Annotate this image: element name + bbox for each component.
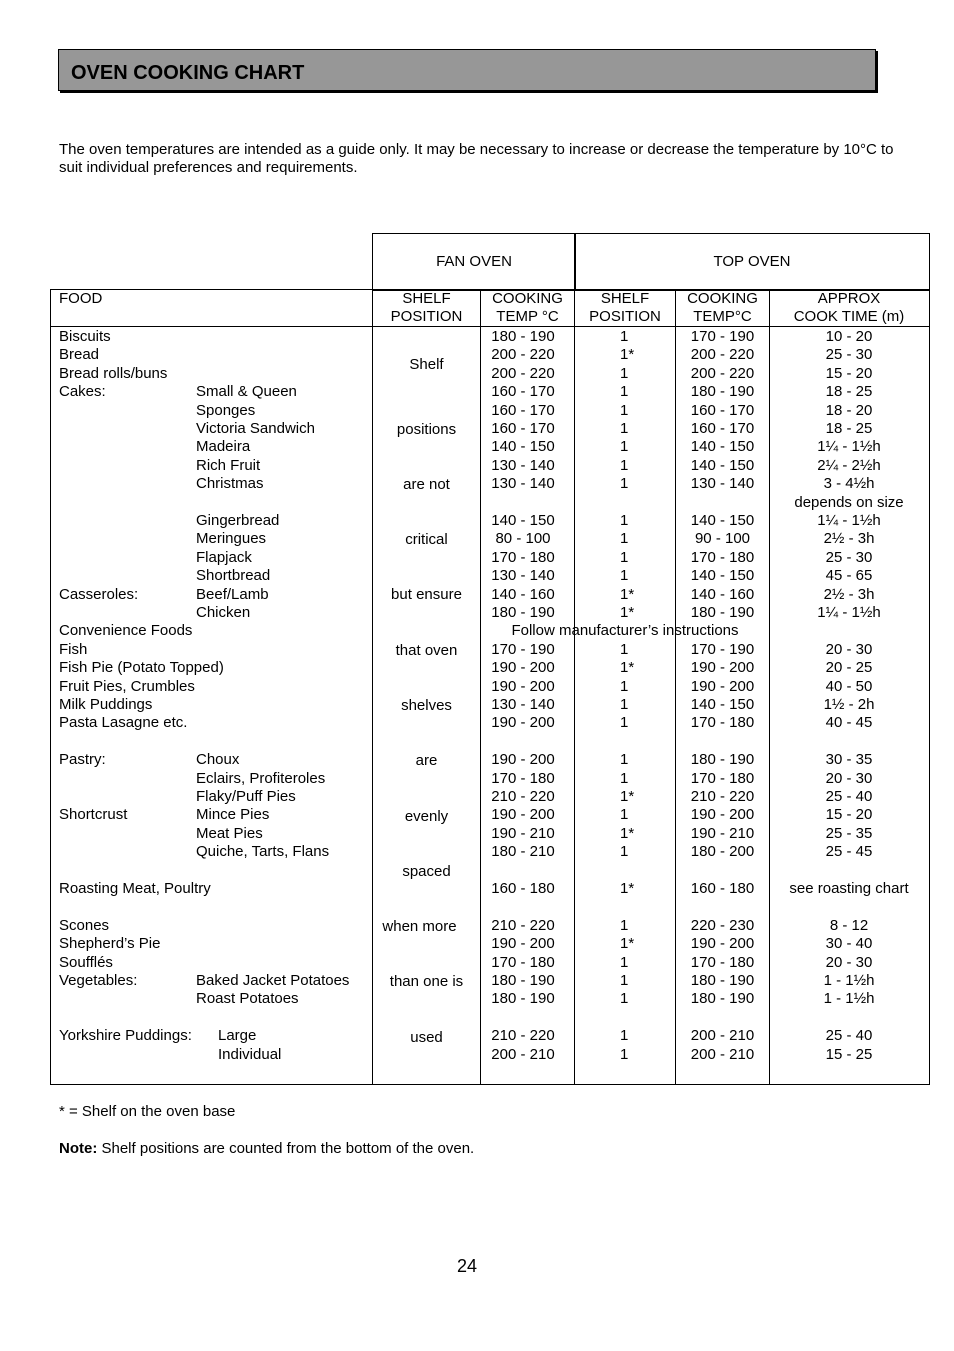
shelf-note-line: that oven (395, 642, 458, 659)
cook-time: 25 - 30 (825, 548, 873, 566)
page-number: 24 (456, 1256, 478, 1276)
food-variety: Flaky/Puff Pies (196, 788, 296, 805)
shelf-note-line: Shelf (409, 356, 444, 373)
fan-temp: 200 - 220 (491, 364, 555, 382)
top-shelf: 1 (620, 438, 629, 456)
food-name: Fish Pie (Potato Topped) (59, 659, 224, 677)
top-temp: 140 - 150 (690, 456, 755, 474)
food-name: Casseroles: (59, 585, 139, 603)
food-name: Fish (59, 640, 88, 658)
group-label-top-oven: TOP OVEN (713, 253, 791, 270)
top-temp: 180 - 190 (690, 751, 755, 769)
food-name: Roasting Meat, Poultry (59, 880, 211, 897)
food-variety: Baked Jacket Potatoes (196, 972, 350, 989)
fan-temp: 130 - 140 (491, 475, 555, 493)
cook-time: 20 - 25 (825, 659, 873, 677)
fan-temp: 200 - 210 (491, 1045, 555, 1063)
header-line: COOKING (687, 290, 758, 307)
cook-time: 30 - 35 (825, 751, 873, 769)
top-temp: 190 - 200 (690, 806, 755, 824)
top-shelf: 1* (620, 935, 635, 953)
fan-temp: 160 - 180 (491, 880, 555, 897)
col-divider (372, 289, 373, 1084)
cook-time: 20 - 30 (825, 640, 873, 658)
note (59, 1140, 474, 1157)
group-header-top-oven (574, 233, 930, 291)
shelf-note-line: shelves (401, 697, 452, 714)
top-shelf: 1* (620, 585, 635, 603)
shelf-note-line: are not (403, 476, 450, 493)
header-line: COOKING (492, 290, 563, 307)
top-temp: 180 - 190 (690, 383, 755, 401)
top-shelf: 1 (620, 456, 629, 474)
fan-temp: 190 - 200 (491, 659, 555, 677)
fan-temp: 140 - 150 (491, 438, 555, 456)
fan-temp: 190 - 200 (491, 751, 555, 769)
food-name: Biscuits (59, 328, 111, 345)
top-temp: 140 - 150 (690, 512, 755, 529)
food-name: Pasta Lasagne etc. (59, 714, 188, 732)
shelf-note-line: than one is (389, 973, 464, 990)
food-name: Bread rolls/buns (59, 364, 168, 382)
header-line: POSITION (390, 308, 463, 325)
food-variety: Mince Pies (196, 806, 270, 824)
fan-temp: 160 - 170 (491, 383, 555, 401)
top-shelf: 1 (620, 328, 629, 345)
food-variety: Beef/Lamb (196, 585, 269, 603)
top-temp: 140 - 150 (690, 438, 755, 456)
fan-temp: 190 - 200 (491, 806, 555, 824)
header-top-shelf (575, 290, 675, 326)
food-variety: Madeira (196, 438, 251, 456)
top-temp: 170 - 180 (690, 714, 755, 732)
cook-time: 18 - 25 (825, 420, 873, 437)
top-temp: 200 - 210 (690, 1027, 755, 1045)
fan-temp: 190 - 200 (491, 935, 555, 953)
fan-temp: 160 - 170 (491, 420, 555, 437)
top-shelf: 1 (620, 953, 629, 971)
top-temp: 170 - 180 (690, 769, 755, 787)
top-shelf: 1 (620, 769, 629, 787)
top-shelf: 1 (620, 806, 629, 824)
food-variety: Large (218, 1027, 257, 1045)
cook-time: 10 - 20 (825, 328, 873, 345)
fan-temp: 190 - 200 (491, 714, 555, 732)
note-text: Shelf positions are counted from the bottom of the oven. (97, 1140, 475, 1157)
header-line: APPROX (817, 290, 881, 307)
cook-time: 20 - 30 (825, 769, 873, 787)
fan-temp: 130 - 140 (491, 567, 555, 585)
top-shelf: 1 (620, 972, 629, 989)
food-variety: Meat Pies (196, 824, 263, 842)
top-shelf: 1 (620, 475, 629, 493)
shelf-note-line: critical (405, 531, 448, 548)
cook-time: 25 - 40 (825, 788, 873, 805)
top-temp: 190 - 200 (690, 677, 755, 695)
cook-time: 15 - 25 (825, 1045, 873, 1063)
note-label: Note: (59, 1140, 98, 1157)
food-variety: Eclairs, Profiteroles (196, 769, 326, 787)
header-line: TEMP°C (693, 308, 752, 325)
fan-temp: 130 - 140 (491, 696, 555, 713)
top-temp: 140 - 150 (690, 696, 755, 713)
top-temp: 140 - 150 (690, 567, 755, 585)
header-food-label: FOOD (59, 290, 103, 307)
food-variety: Chicken (196, 604, 251, 621)
cook-time: 40 - 45 (825, 714, 873, 732)
cook-time: depends on size (794, 493, 904, 511)
food-name: Milk Puddings (59, 696, 153, 713)
shelf-note-line: used (410, 1029, 443, 1046)
fan-temp: 140 - 150 (491, 512, 555, 529)
food-name: Soufflés (59, 953, 113, 971)
food-name: Pastry: (59, 751, 106, 769)
group-label-fan-oven: FAN OVEN (436, 253, 512, 270)
title-bar (58, 49, 876, 91)
food-variety: Rich Fruit (196, 456, 261, 474)
food-name: Yorkshire Puddings: (59, 1027, 192, 1045)
top-shelf: 1* (620, 659, 635, 677)
cook-time: 1¼ - 1½h (817, 604, 881, 621)
fan-temp: 200 - 220 (491, 346, 555, 364)
food-variety: Flapjack (196, 548, 252, 566)
shelf-note-line: but ensure (391, 586, 462, 603)
top-temp: 160 - 170 (690, 420, 755, 437)
top-shelf: 1 (620, 420, 629, 437)
top-temp: 190 - 210 (690, 824, 755, 842)
intro-text: The oven temperatures are intended as a guide only. It may be necessary to increase or decrease the temperature by 10°C to suit individual preferences and requirements. (59, 141, 894, 176)
footnote: * = Shelf on the oven base (59, 1103, 236, 1120)
cook-time: 15 - 20 (825, 364, 873, 382)
fan-temp: 160 - 170 (491, 401, 555, 419)
cook-time: 3 - 4½h (823, 475, 875, 493)
top-shelf: 1 (620, 990, 629, 1008)
fan-temp: 180 - 210 (491, 843, 555, 861)
fan-temp: 170 - 180 (491, 953, 555, 971)
top-shelf: 1 (620, 401, 629, 419)
food-name: Scones (59, 916, 110, 934)
cook-time: 25 - 40 (825, 1027, 873, 1045)
cook-time: 2¼ - 2½h (817, 456, 881, 474)
top-temp: 160 - 170 (690, 401, 755, 419)
header-line: SHELF (600, 290, 650, 307)
header-line: TEMP °C (496, 308, 559, 325)
cook-time: 1¼ - 1½h (817, 438, 881, 456)
food-variety: Gingerbread (196, 512, 280, 529)
cook-time: 1 - 1½h (823, 972, 875, 989)
top-temp: 200 - 220 (690, 346, 755, 364)
top-shelf: 1 (620, 1027, 629, 1045)
cook-time: 15 - 20 (825, 806, 873, 824)
header-line: POSITION (589, 308, 661, 325)
cook-time: 45 - 65 (825, 567, 873, 585)
fan-temp: 190 - 200 (491, 677, 555, 695)
top-shelf: 1 (620, 640, 629, 658)
top-temp: 200 - 220 (690, 364, 755, 382)
food-variety: Sponges (196, 401, 256, 419)
top-temp: 190 - 200 (690, 935, 755, 953)
top-temp: 170 - 190 (690, 328, 755, 345)
fan-temp: 210 - 220 (491, 1027, 555, 1045)
fan-temp: 180 - 190 (491, 604, 555, 621)
fan-temp: 170 - 190 (491, 640, 555, 658)
food-variety: Victoria Sandwich (196, 420, 315, 437)
top-shelf: 1* (620, 346, 635, 364)
cook-time: see roasting chart (789, 880, 909, 897)
top-temp: 180 - 190 (690, 604, 755, 621)
top-shelf: 1 (620, 1045, 629, 1063)
cook-time: 8 - 12 (829, 916, 869, 934)
span-note: Follow manufacturer’s instructions (511, 622, 739, 640)
cook-time: 40 - 50 (825, 677, 873, 695)
cook-time: 25 - 35 (825, 824, 873, 842)
top-temp: 130 - 140 (690, 475, 755, 493)
top-temp: 180 - 200 (690, 843, 755, 861)
shelf-note-line: positions (396, 421, 457, 438)
cook-time: 2½ - 3h (823, 530, 875, 548)
group-header-fan-oven (372, 233, 576, 291)
top-shelf: 1 (620, 843, 629, 861)
cook-time: 25 - 30 (825, 346, 873, 364)
food-variety: Small & Queen (196, 383, 297, 401)
food-name: Vegetables: (59, 972, 138, 989)
fan-temp: 210 - 220 (491, 916, 555, 934)
top-shelf: 1 (620, 916, 629, 934)
top-temp: 170 - 180 (690, 548, 755, 566)
fan-temp: 180 - 190 (491, 990, 555, 1008)
header-line: SHELF (402, 290, 451, 307)
fan-temp: 180 - 190 (491, 328, 555, 345)
top-shelf: 1* (620, 880, 635, 897)
top-shelf: 1* (620, 604, 635, 621)
cook-time: 18 - 25 (825, 383, 873, 401)
food-name: Convenience Foods (59, 622, 193, 640)
food-name: Shepherd’s Pie (59, 935, 161, 953)
top-shelf: 1* (620, 788, 635, 805)
top-shelf: 1 (620, 677, 629, 695)
fan-temp: 190 - 210 (491, 824, 555, 842)
fan-temp: 170 - 180 (491, 548, 555, 566)
top-temp: 170 - 190 (690, 640, 755, 658)
food-variety: Individual (218, 1045, 282, 1063)
food-variety: Roast Potatoes (196, 990, 299, 1008)
fan-temp: 130 - 140 (491, 456, 555, 474)
shelf-note-line: are (415, 752, 438, 769)
cook-time: 1¼ - 1½h (817, 512, 881, 529)
food-variety: Choux (196, 751, 240, 769)
cook-time: 1½ - 2h (823, 696, 875, 713)
shelf-note-line: when more (382, 918, 457, 935)
fan-temp: 80 - 100 (495, 530, 551, 548)
fan-temp: 180 - 190 (491, 972, 555, 989)
header-cook-time (770, 290, 928, 326)
food-variety: Shortbread (196, 567, 271, 585)
top-shelf: 1 (620, 383, 629, 401)
header-divider (50, 326, 929, 327)
cook-time: 25 - 45 (825, 843, 873, 861)
shelf-note-line: evenly (404, 808, 449, 825)
cook-time: 20 - 30 (825, 953, 873, 971)
fan-temp: 170 - 180 (491, 769, 555, 787)
top-shelf: 1 (620, 512, 629, 529)
header-food (59, 290, 102, 308)
food-variety: Quiche, Tarts, Flans (196, 843, 330, 861)
top-shelf: 1 (620, 751, 629, 769)
header-top-temp (676, 290, 769, 326)
top-temp: 140 - 160 (690, 585, 755, 603)
top-shelf: 1 (620, 548, 629, 566)
top-temp: 220 - 230 (690, 916, 755, 934)
top-shelf: 1 (620, 530, 629, 548)
top-shelf: 1* (620, 824, 635, 842)
col-divider (574, 289, 575, 1084)
cook-time: 2½ - 3h (823, 585, 875, 603)
cook-time: 18 - 20 (825, 401, 873, 419)
top-shelf: 1 (620, 567, 629, 585)
top-temp: 180 - 190 (690, 972, 755, 989)
fan-temp: 210 - 220 (491, 788, 555, 805)
top-temp: 90 - 100 (694, 530, 751, 548)
food-variety: Christmas (196, 475, 264, 493)
page-title: OVEN COOKING CHART (71, 62, 305, 84)
top-shelf: 1 (620, 714, 629, 732)
top-temp: 190 - 200 (690, 659, 755, 677)
food-name: Shortcrust (59, 806, 128, 824)
food-name: Bread (59, 346, 100, 364)
top-shelf: 1 (620, 696, 629, 713)
top-temp: 170 - 180 (690, 953, 755, 971)
header-fan-shelf (373, 290, 480, 326)
header-line: COOK TIME (m) (793, 308, 905, 325)
food-name: Fruit Pies, Crumbles (59, 677, 195, 695)
cook-time: 1 - 1½h (823, 990, 875, 1008)
top-temp: 160 - 180 (690, 880, 755, 897)
cook-time: 30 - 40 (825, 935, 873, 953)
top-temp: 180 - 190 (690, 990, 755, 1008)
top-temp: 210 - 220 (690, 788, 755, 805)
top-temp: 200 - 210 (690, 1045, 755, 1063)
food-name: Cakes: (59, 383, 106, 401)
header-fan-temp (481, 290, 574, 326)
top-shelf: 1 (620, 364, 629, 382)
fan-temp: 140 - 160 (491, 585, 555, 603)
shelf-note-line: spaced (402, 863, 451, 880)
food-variety: Meringues (196, 530, 267, 548)
